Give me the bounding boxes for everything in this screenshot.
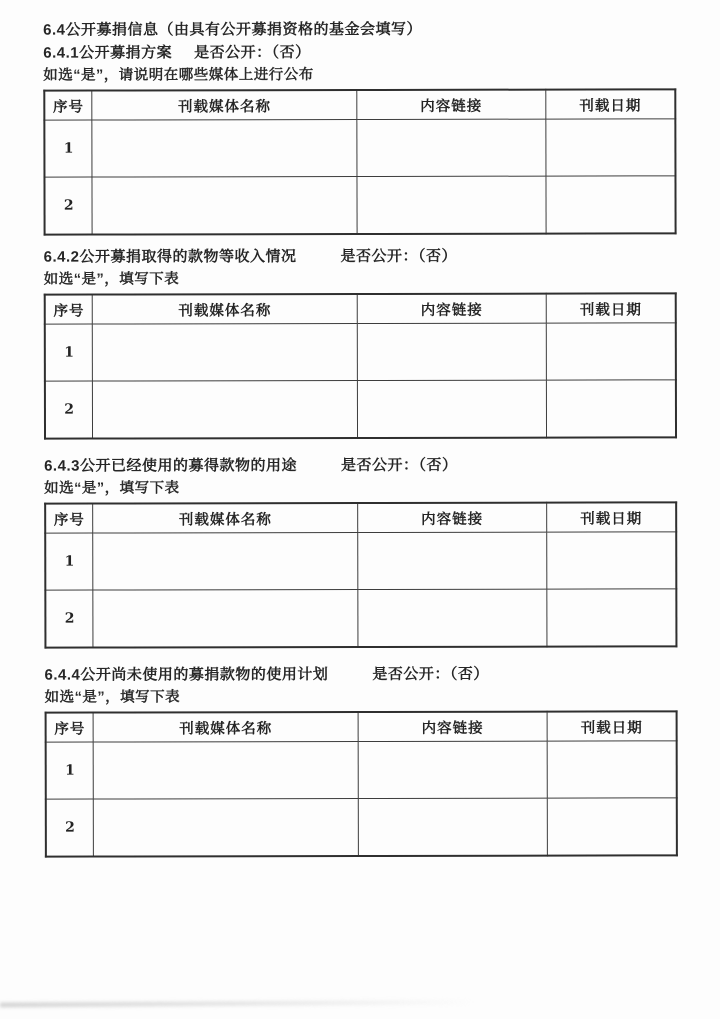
disclosure-status: 是否公开：（否）	[194, 44, 311, 62]
publish-date-cell	[546, 176, 675, 234]
publish-date-cell	[547, 798, 676, 856]
media-name-cell	[94, 799, 358, 857]
section-6-4-1	[43, 42, 676, 235]
content-link-cell	[358, 741, 547, 798]
section-title-row	[44, 664, 677, 685]
section-note: 如选“是”，填写下表	[43, 271, 180, 288]
table-header-row	[45, 293, 676, 324]
col-header-media-name: 刊载媒体名称	[92, 90, 356, 120]
disclosure-status: 是否公开：（否）	[372, 665, 489, 683]
table-row	[46, 741, 677, 799]
table-row	[46, 798, 677, 857]
col-header-content-link: 内容链接	[358, 712, 547, 742]
col-header-index: 序号	[46, 713, 94, 743]
col-header-content-link: 内容链接	[357, 294, 546, 324]
table-row	[45, 323, 676, 381]
section-6-4-3-title: 6.4.3公开已经使用的募得款物的用途	[44, 457, 297, 475]
col-header-media-name: 刊载媒体名称	[94, 712, 358, 742]
section-6-4-2-title: 6.4.2公开募捐取得的款物等收入情况	[43, 248, 297, 266]
col-header-publish-date: 刊载日期	[547, 711, 676, 741]
row-index: 2	[45, 381, 93, 439]
table-row	[45, 532, 676, 590]
content-link-cell	[358, 798, 547, 856]
row-index: 2	[46, 799, 94, 857]
content-link-cell	[358, 532, 547, 589]
col-header-index: 序号	[45, 295, 93, 325]
publish-date-cell	[547, 380, 676, 438]
disclosure-status: 是否公开：（否）	[340, 247, 458, 266]
row-index: 1	[45, 324, 93, 381]
content-link-cell	[357, 380, 546, 438]
row-index: 1	[45, 533, 93, 590]
publish-date-cell	[546, 323, 675, 380]
section-title-row	[44, 246, 677, 267]
media-name-cell	[93, 381, 357, 439]
section-6-4-1-title: 6.4.1公开募捐方案	[43, 44, 173, 62]
section-title-row	[44, 455, 677, 476]
content-link-cell	[358, 589, 547, 647]
publish-date-cell	[547, 589, 676, 647]
content-link-cell	[357, 323, 546, 380]
row-index: 1	[44, 120, 92, 177]
section-6-4-heading: 6.4公开募捐信息（由具有公开募捐资格的基金会填写）	[43, 20, 423, 39]
section-note: 如选“是”，填写下表	[44, 480, 180, 497]
section-note: 如选“是”，请说明在哪些媒体上进行公布	[43, 67, 314, 84]
media-publication-table-2	[44, 292, 677, 439]
col-header-media-name: 刊载媒体名称	[93, 294, 357, 324]
row-index: 2	[45, 590, 93, 648]
row-index: 1	[46, 742, 94, 799]
section-6-4-4-title: 6.4.4公开尚未使用的募捐款物的使用计划	[44, 666, 329, 684]
col-header-content-link: 内容链接	[357, 503, 546, 533]
media-name-cell	[93, 533, 357, 591]
col-header-publish-date: 刊载日期	[546, 293, 675, 323]
publish-date-cell	[547, 741, 676, 798]
media-name-cell	[94, 742, 358, 800]
media-publication-table-1	[43, 88, 676, 235]
publish-date-cell	[546, 119, 675, 176]
table-header-row	[46, 711, 677, 742]
table-header-row	[45, 502, 676, 533]
table-row	[44, 119, 675, 177]
publish-date-cell	[547, 532, 676, 589]
col-header-index: 序号	[45, 504, 93, 534]
table-row	[45, 589, 676, 648]
content-link-cell	[357, 119, 546, 176]
disclosure-status: 是否公开：（否）	[340, 456, 458, 475]
media-publication-table-3	[44, 501, 677, 648]
table-row	[45, 380, 676, 439]
section-6-4-4	[44, 664, 677, 857]
section-title-row	[43, 42, 676, 63]
col-header-index: 序号	[44, 91, 92, 121]
media-name-cell	[92, 177, 356, 235]
col-header-media-name: 刊载媒体名称	[93, 503, 357, 533]
media-publication-table-4	[45, 710, 678, 857]
table-header-row	[44, 89, 675, 120]
table-row	[44, 176, 675, 235]
col-header-publish-date: 刊载日期	[546, 89, 675, 119]
scan-edge-artifact	[0, 1000, 475, 1008]
section-note: 如选“是”，填写下表	[44, 689, 181, 706]
content-link-cell	[357, 176, 546, 234]
col-header-publish-date: 刊载日期	[547, 502, 676, 532]
media-name-cell	[93, 324, 357, 382]
media-name-cell	[93, 590, 357, 648]
section-6-4-3	[44, 455, 677, 648]
media-name-cell	[92, 120, 356, 178]
col-header-content-link: 内容链接	[357, 90, 546, 120]
row-index: 2	[44, 177, 92, 235]
section-6-4-2	[44, 246, 677, 439]
